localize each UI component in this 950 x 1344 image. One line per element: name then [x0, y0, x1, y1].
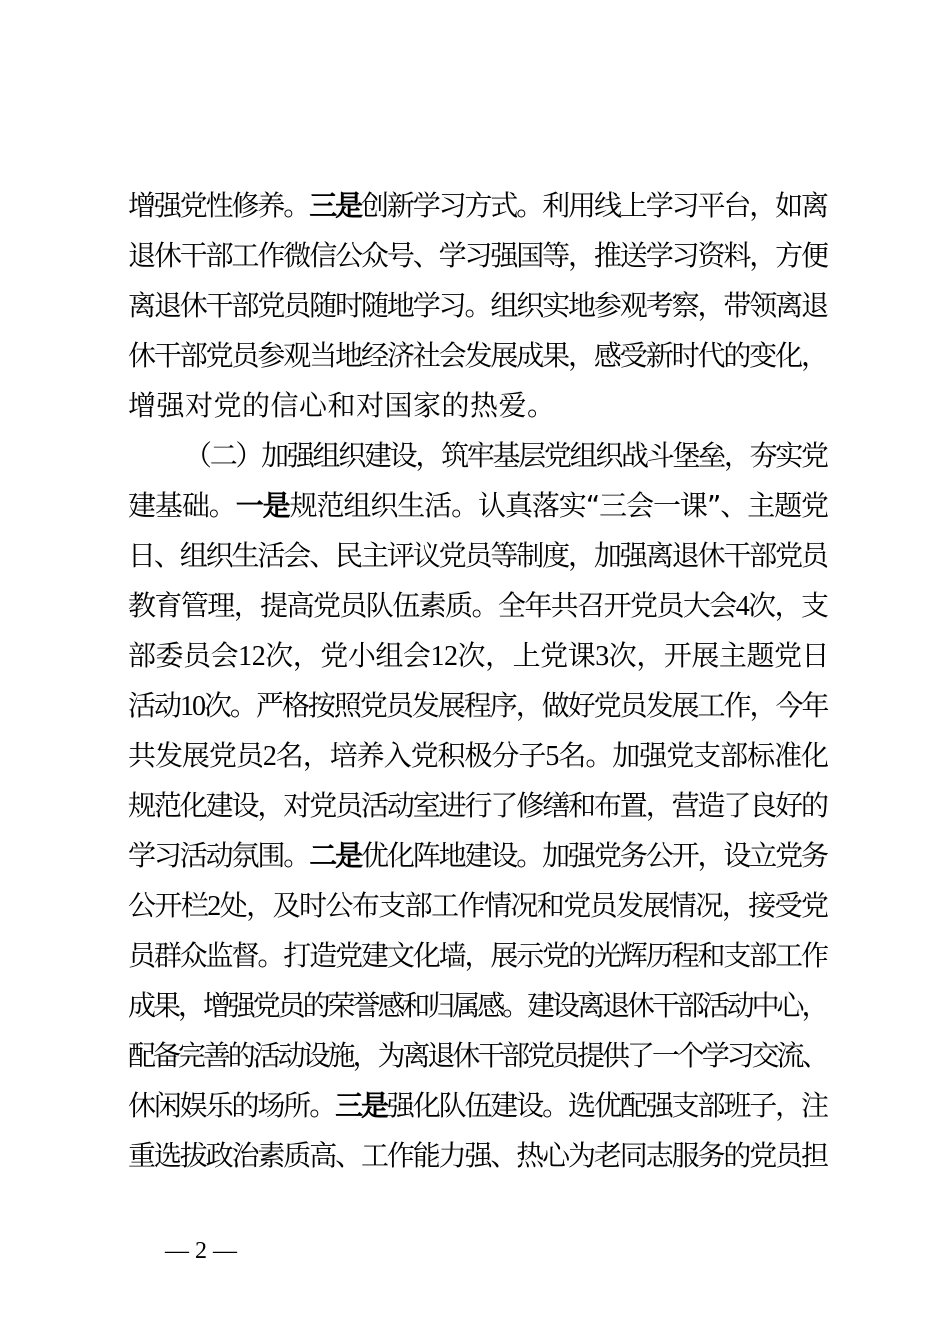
text-segment: 成果，增强党员的荣誉感和归属感。建设离退休干部活动中心， [128, 989, 827, 1022]
text-segment: 2 [262, 741, 276, 772]
text-segment: 增强对党的信心和对国家的热爱。 [128, 389, 556, 422]
text-segment: 退休干部工作微信公众号、学习强国等，推送学习资料，方便 [128, 239, 827, 272]
text-segment: 规范化建设，对党员活动室进行了修缮和布置，营造了良好的 [128, 789, 827, 822]
text-line [128, 988, 826, 1024]
text-line [128, 338, 827, 374]
text-segment: 10 [179, 691, 204, 722]
text-segment: 活动 [128, 689, 180, 722]
text-line [128, 288, 827, 324]
text-segment: 休闲娱乐的场所。 [128, 1089, 336, 1122]
bold-lead-text: 三是 [335, 1089, 387, 1122]
text-segment: 教育管理，提高党员队伍素质。全年共召开党员大会 [128, 589, 736, 622]
text-line [128, 838, 827, 874]
text-segment: 12 [238, 641, 266, 672]
text-segment: 公开栏 [128, 889, 208, 922]
text-segment: 强化队伍建设。选优配强支部班子，注 [386, 1089, 827, 1122]
text-line [128, 1088, 827, 1124]
text-segment: 重选拔政治素质高、工作能力强、热心为老同志服务的党员担 [128, 1139, 827, 1172]
text-segment: 离退休干部党员随时随地学习。组织实地参观考察，带领离退 [128, 289, 827, 322]
text-line [128, 588, 827, 624]
text-segment: 处，及时公布支部工作情况和党员发展情况，接受党 [219, 889, 828, 922]
text-segment: 3 [595, 641, 609, 672]
text-line [128, 488, 828, 524]
text-segment: 休干部党员参观当地经济社会发展成果，感受新时代的变化， [128, 339, 827, 372]
text-segment: 4 [735, 591, 749, 622]
text-segment: 5 [545, 741, 559, 772]
text-line [128, 388, 556, 424]
bold-lead-text: 一是 [235, 489, 290, 522]
text-segment: 次，上党课 [457, 639, 596, 672]
page-number: — 2 — [165, 1238, 237, 1264]
text-segment: 部委员会 [128, 639, 239, 672]
text-segment: 配备完善的活动设施，为离退休干部党员提供了一个学习交流、 [128, 1039, 827, 1072]
text-line [128, 788, 827, 824]
text-segment: 次，党小组会 [265, 639, 431, 672]
text-line [128, 938, 827, 974]
text-line [128, 238, 827, 274]
text-segment: 次，支 [748, 589, 828, 622]
text-line [128, 738, 828, 774]
text-segment: 名。加强党支部标准化 [558, 739, 828, 772]
text-line [128, 188, 827, 224]
text-line [128, 688, 828, 724]
text-line [128, 538, 827, 574]
text-segment: 创新学习方式。利用线上学习平台，如离 [360, 189, 827, 222]
text-segment: 共发展党员 [128, 739, 263, 772]
text-segment: 增强党性修养。 [128, 189, 310, 222]
text-segment: 日、组织生活会、民主评议党员等制度，加强离退休干部党员 [128, 539, 827, 572]
text-segment: （二）加强组织建设，筑牢基层党组织战斗堡垒，夯实党 [184, 439, 827, 472]
text-segment: 次。严格按照党员发展程序，做好党员发展工作，今年 [203, 689, 828, 722]
text-segment: 学习活动氛围。 [128, 839, 310, 872]
text-segment: 优化阵地建设。加强党务公开，设立党务 [360, 839, 827, 872]
text-segment: 次，开展主题党日 [608, 639, 830, 672]
text-line [128, 1038, 826, 1074]
text-segment: 员群众监督。打造党建文化墙，展示党的光辉历程和支部工作 [128, 939, 827, 972]
text-segment: 12 [430, 641, 458, 672]
text-line [184, 438, 827, 474]
text-segment: 名，培养入党积极分子 [275, 739, 546, 772]
text-segment: 2 [207, 891, 220, 922]
text-line [128, 1138, 827, 1174]
text-line [128, 888, 827, 924]
text-segment: 规范组织生活。认真落实“三会一课”、主题党 [289, 489, 828, 522]
text-line [128, 638, 829, 674]
bold-lead-text: 三是 [309, 189, 361, 222]
text-segment: 建基础。 [128, 489, 236, 522]
bold-lead-text: 二是 [309, 839, 361, 872]
